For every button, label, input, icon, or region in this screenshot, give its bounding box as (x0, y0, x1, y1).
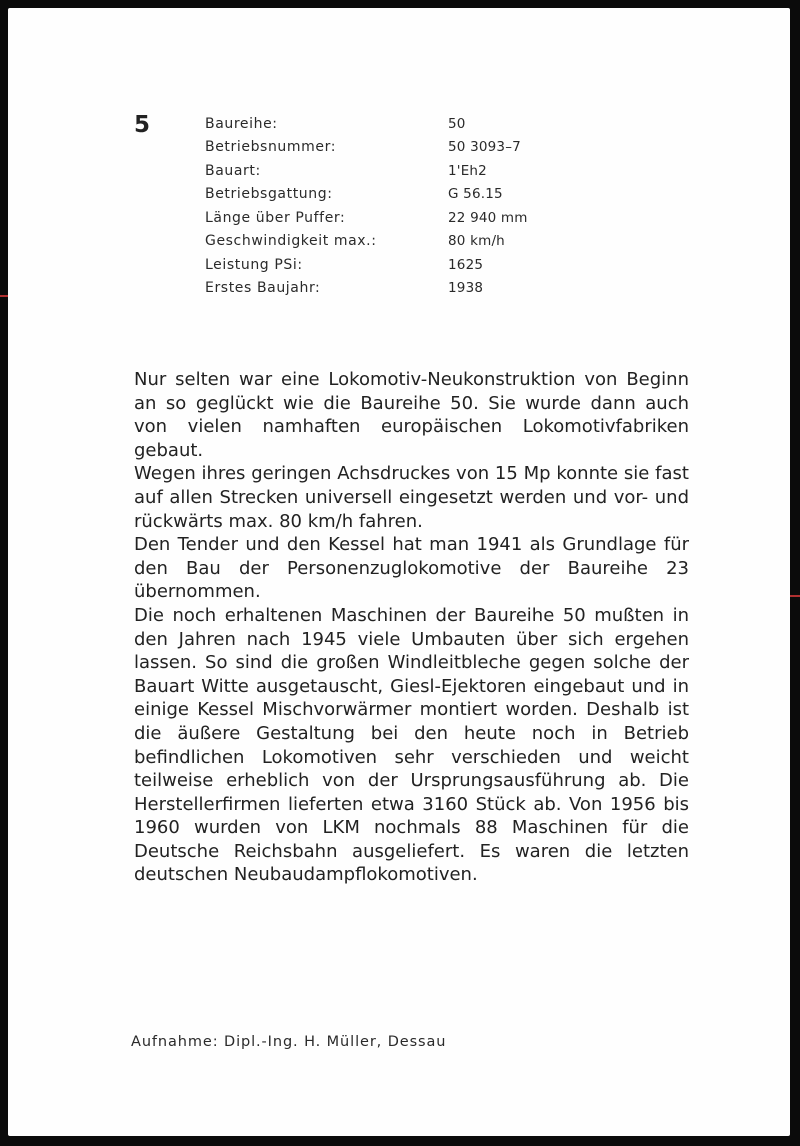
spec-label: Betriebsgattung: (205, 186, 333, 203)
spec-value: 1938 (448, 280, 484, 297)
spec-label: Länge über Puffer: (205, 209, 346, 226)
photo-credit: Aufnahme: Dipl.-Ing. H. Müller, Dessau (131, 1034, 447, 1050)
paragraph: Nur selten war eine Lokomotiv-Neukonstruktion von Beginn an so geglückt wie die Baureihe 50. Sie wurde dann auch von vielen namhaften europäischen Lokomotivfabriken gebaut. (134, 369, 689, 461)
spec-row (205, 183, 528, 207)
spec-label: Erstes Baujahr: (205, 280, 321, 297)
edge-mark (790, 595, 800, 597)
spec-value: G 56.15 (448, 186, 503, 203)
card-number: 5 (134, 112, 151, 138)
spec-value: 22 940 mm (448, 209, 528, 226)
spec-value: 50 (448, 115, 466, 132)
description-text (134, 368, 689, 887)
spec-row (205, 230, 528, 254)
spec-label: Leistung PSi: (205, 256, 303, 273)
spec-row (205, 277, 528, 301)
spec-label: Bauart: (205, 162, 261, 179)
spec-row (205, 253, 528, 277)
edge-mark (0, 295, 8, 297)
spec-value: 1'Eh2 (448, 162, 487, 179)
paragraph: Die noch erhaltenen Maschinen der Baureihe 50 mußten in den Jahren nach 1945 viele Umbauten über sich ergehen lassen. So sind die großen Windleitbleche gegen solche der Bauart Witte ausgetauscht, Giesl-Ejektoren eingebaut und in einige Kessel Mischvorwärmer montiert worden. Deshalb ist die äußere Gestaltung bei den heute noch in Betrieb befindlichen Lokomotiven sehr verschieden und weicht teilweise erheblich von der Ursprungsausführung ab. Die Herstellerfirmen lieferten etwa 3160 Stück ab. Von 1956 bis 1960 wurden von LKM nochmals 88 Maschinen für die Deutsche Reichsbahn ausgeliefert. Es waren die letzten deutschen Neubaudampflokomotiven. (134, 604, 689, 886)
spec-value: 1625 (448, 256, 484, 273)
spec-row (205, 206, 528, 230)
spec-label: Betriebsnummer: (205, 139, 337, 156)
spec-row (205, 159, 528, 183)
spec-value: 50 3093–7 (448, 139, 521, 156)
postcard-back (8, 8, 790, 1136)
spec-label: Geschwindigkeit max.: (205, 233, 377, 250)
spec-row (205, 136, 528, 160)
spec-row (205, 112, 528, 136)
spec-value: 80 km/h (448, 233, 505, 250)
spec-label: Baureihe: (205, 115, 278, 132)
paragraph: Wegen ihres geringen Achsdruckes von 15 Mp konnte sie fast auf allen Strecken universell eingesetzt werden und vor- und rückwärts max. 80 km/h fahren. (134, 463, 689, 532)
spec-table (205, 112, 528, 300)
paragraph: Den Tender und den Kessel hat man 1941 als Grundlage für den Bau der Personenzuglokomotive der Baureihe 23 übernommen. (134, 534, 689, 603)
